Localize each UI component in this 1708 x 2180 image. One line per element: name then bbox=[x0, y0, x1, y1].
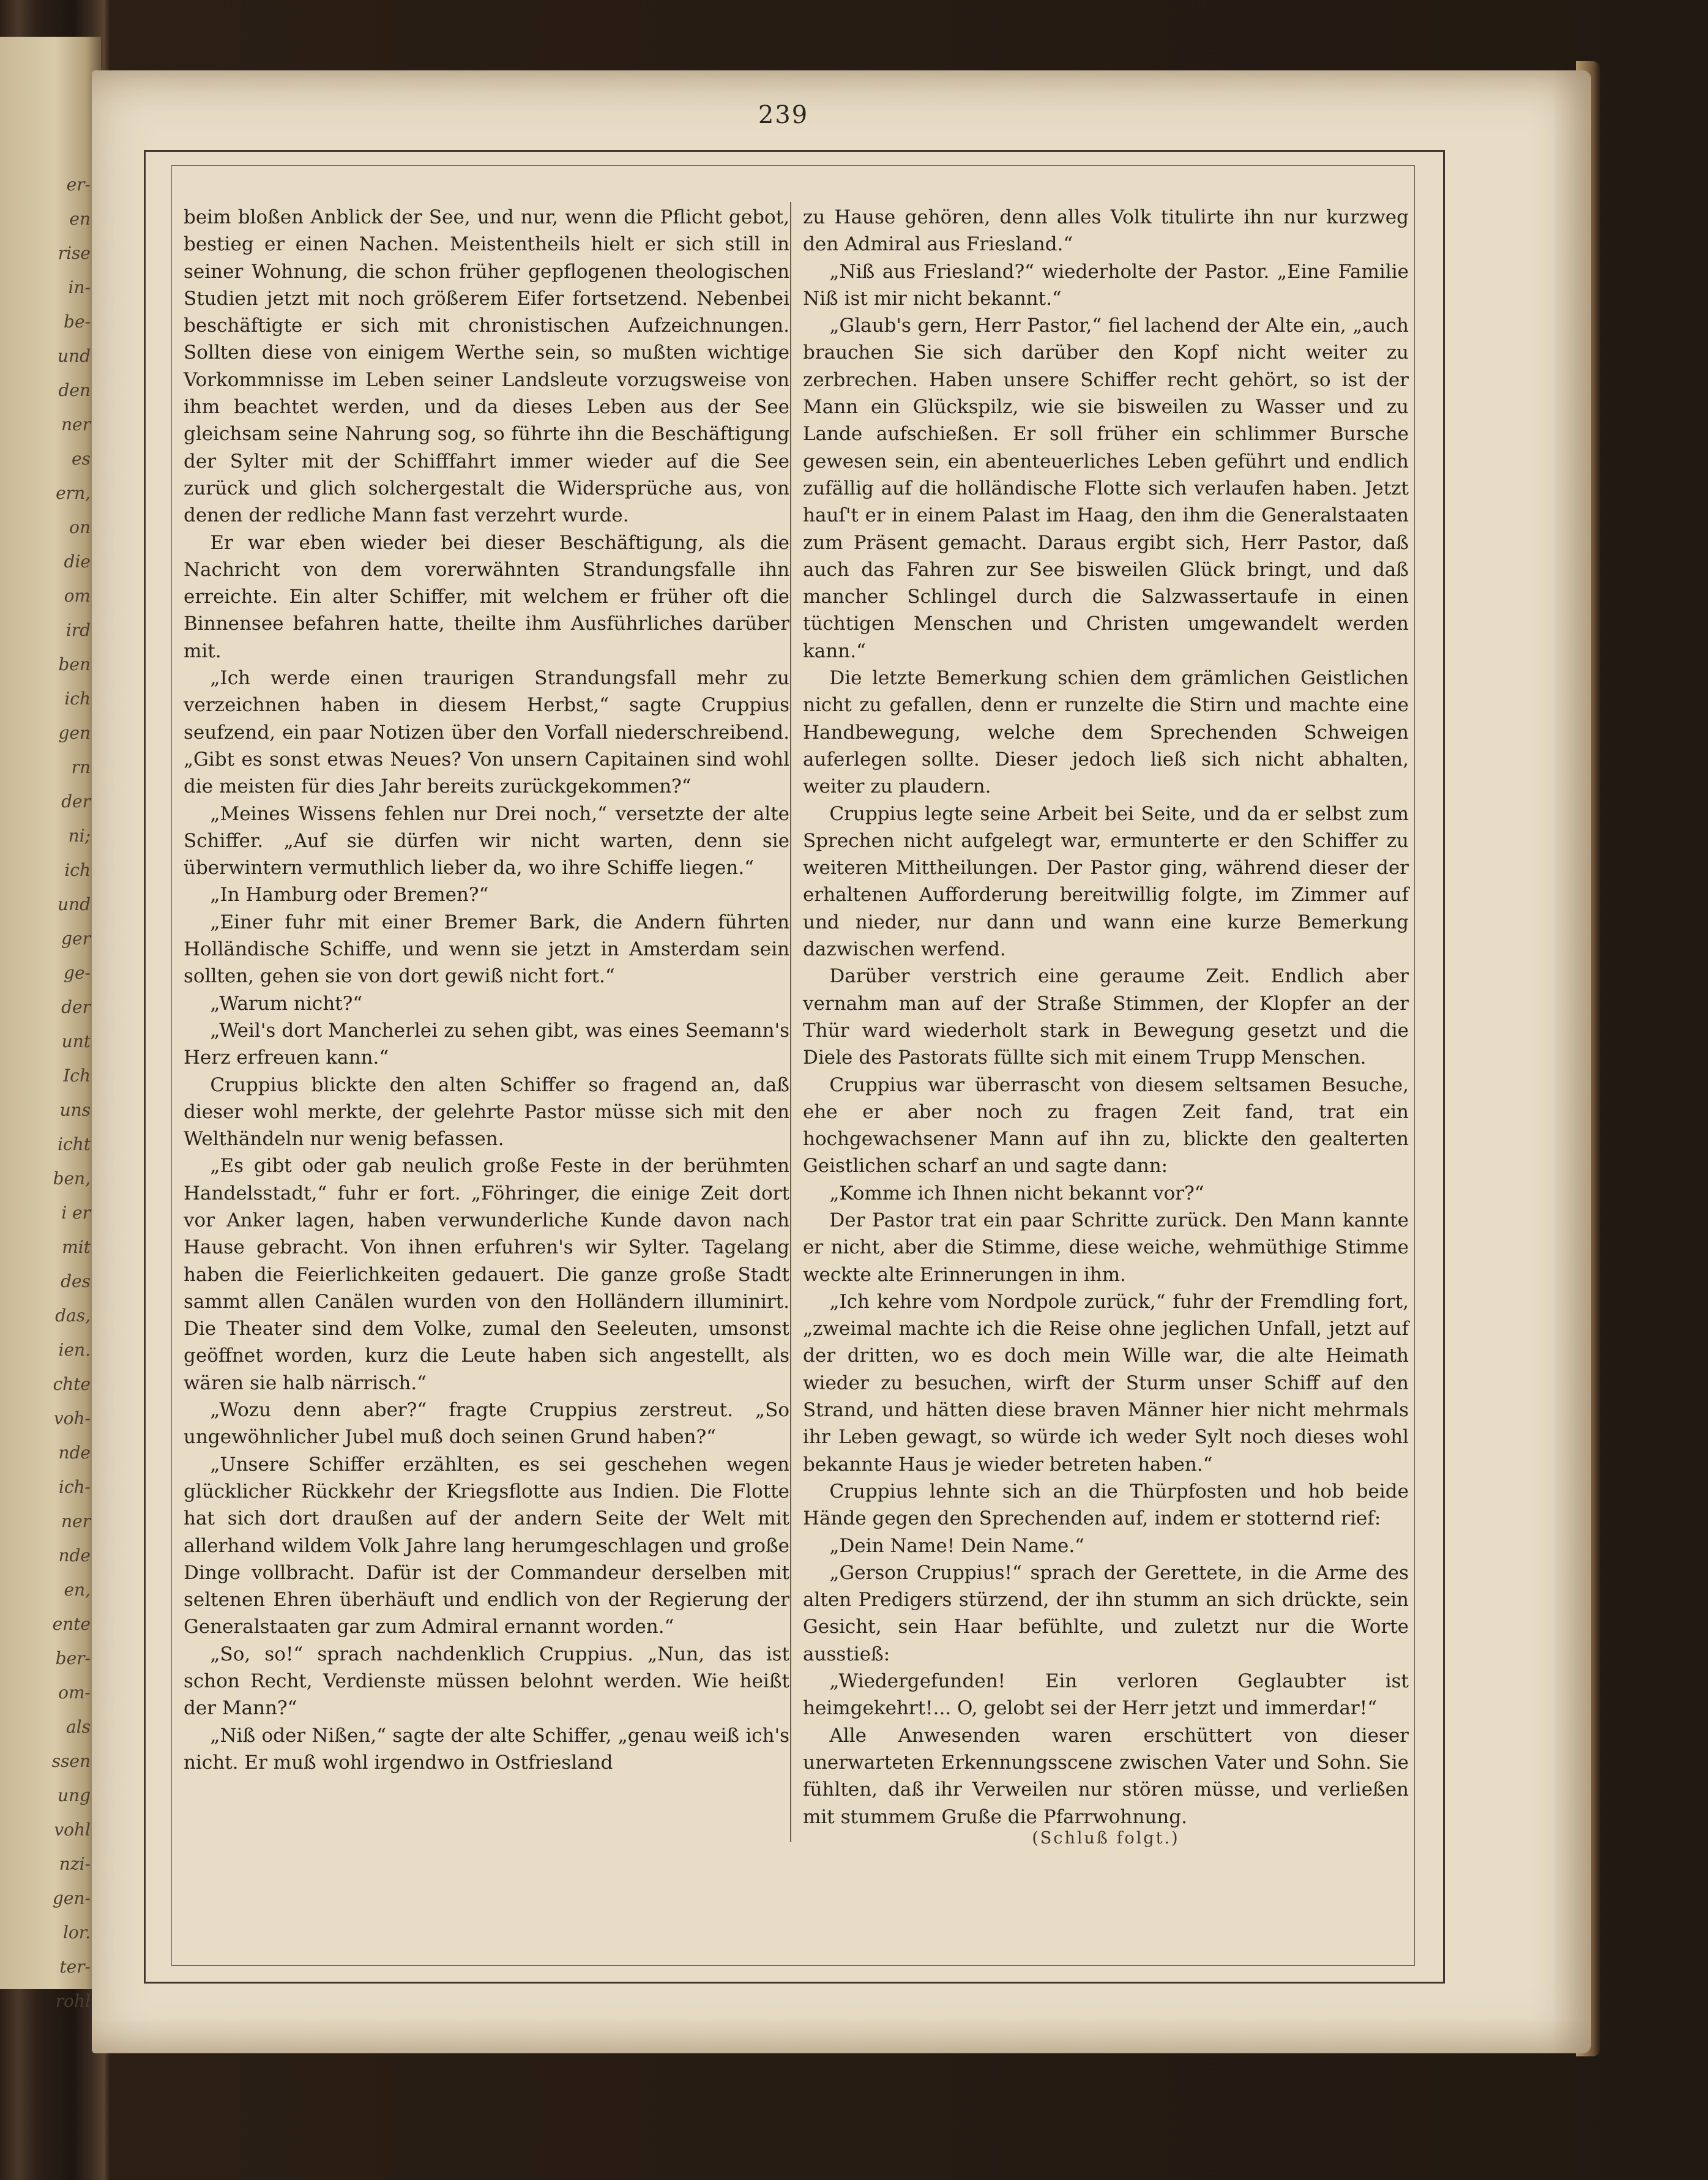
left-page-text-fragment: vohl bbox=[54, 1820, 91, 1840]
left-page-text-fragment: rohl bbox=[55, 1991, 91, 2011]
paragraph: „Wozu denn aber?“ fragte Cruppius zerstreut. „So ungewöhnlicher Jubel muß doch seinen Grund haben?“ bbox=[184, 1399, 789, 1449]
left-page-text-fragment: gen bbox=[58, 723, 91, 743]
left-page-text-fragment: ird bbox=[65, 620, 91, 640]
left-page-text-fragment: voh- bbox=[53, 1408, 91, 1428]
paragraph: „Weil's dort Mancherlei zu sehen gibt, was eines Seemann's Herz erfreuen kann.“ bbox=[184, 1019, 789, 1069]
left-page-text-fragment: ich- bbox=[58, 1477, 91, 1497]
paragraph: „Wiedergefunden! Ein verloren Geglaubter ist heimgekehrt!... O, gelobt sei der Herr jetzt und immerdar!“ bbox=[803, 1670, 1409, 1720]
paragraph: „Meines Wissens fehlen nur Drei noch,“ versetzte der alte Schiffer. „Auf sie dürfen wir nicht warten, denn sie überwintern vermuthlich lieber da, wo ihre Schiffe liegen.“ bbox=[184, 802, 789, 879]
left-page-text-fragment: uns bbox=[59, 1100, 91, 1120]
left-page-text-fragment: ni; bbox=[68, 826, 91, 846]
left-page-text-fragment: die bbox=[64, 551, 91, 572]
left-page-text-fragment: on bbox=[69, 517, 91, 537]
left-page-text-fragment: om- bbox=[58, 1682, 91, 1703]
left-page-text-fragment: ung bbox=[58, 1785, 91, 1805]
left-page-text-fragment: er- bbox=[66, 174, 91, 195]
paragraph: Cruppius war überrascht von diesem seltsamen Besuche, ehe er aber noch zu fragen Zeit fand, trat ein hochgewachsener Mann auf ihn zu, blickte den gealterten Geistlichen scharf an und sagte dann: bbox=[803, 1073, 1409, 1178]
paragraph: Die letzte Bemerkung schien dem grämlichen Geistlichen nicht zu gefallen, denn er runzelte die Stirn und machte eine Handbewegung, welche dem Sprechenden Schweigen auferlegen sollte. Dieser jedoch ließ sich nicht abhalten, weiter zu plaudern. bbox=[803, 667, 1409, 798]
left-page-text-fragment: mit bbox=[62, 1237, 91, 1257]
left-page-text-fragment: ich bbox=[64, 689, 91, 709]
paragraph: „Unsere Schiffer erzählten, es sei geschehen wegen glücklicher Rückkehr der Kriegsflotte aus Indien. Die Flotte hat sich dort draußen auf der andern Seite der Welt mit allerhand wildem Volk Jahre lang herumgeschlagen und große Dinge vollbracht. Dafür ist der Commandeur derselben mit seltenen Ehren überhäuft und endlich von der Regierung der Generalstaaten gar zum Admiral ernannt worden.“ bbox=[184, 1453, 789, 1638]
paragraph: Alle Anwesenden waren erschüttert von dieser unerwarteten Erkennungsscene zwischen Vater und Sohn. Sie fühlten, daß ihr Verweilen nur stören müsse, und verließen mit stummem Gruße die Pfarrwohnung. bbox=[803, 1724, 1409, 1828]
left-page-text-fragment: des bbox=[61, 1271, 91, 1291]
left-page-text-fragment: unt bbox=[61, 1031, 91, 1051]
left-page-text-fragment: ger bbox=[61, 928, 91, 949]
paragraph: „Niß oder Nißen,“ sagte der alte Schiffer, „genau weiß ich's nicht. Er muß wohl irgendwo in Ostfriesland bbox=[184, 1724, 789, 1774]
left-page-text-fragment: den bbox=[58, 380, 91, 400]
paragraph: „In Hamburg oder Bremen?“ bbox=[210, 884, 489, 906]
left-page-text-fragment: und bbox=[58, 346, 91, 366]
left-page-text-fragment: ter- bbox=[59, 1957, 91, 1977]
paragraph: Cruppius blickte den alten Schiffer so fragend an, daß dieser wohl merkte, der gelehrte Pastor müsse sich mit den Welthändeln nur wenig befassen. bbox=[184, 1073, 789, 1151]
left-page-text-fragment: be- bbox=[64, 312, 91, 332]
paragraph: „Einer fuhr mit einer Bremer Bark, die Andern führten Holländische Schiffe, und wenn sie jetzt in Amsterdam sein sollten, gehen sie von dort gewiß nicht fort.“ bbox=[184, 911, 789, 988]
left-page-text-fragment: und bbox=[58, 894, 91, 914]
paragraph: Cruppius legte seine Arbeit bei Seite, und da er selbst zum Sprechen nicht aufgelegt war, ermunterte er den Schiffer zu weiteren Mittheilungen. Der Pastor ging, während dieser der erhaltenen Aufforderung bereitwillig folgte, im Zimmer auf und nieder, nur dann und wann eine kurze Bemerkung dazwischen werfend. bbox=[803, 802, 1409, 961]
left-page-text-fragment: ern, bbox=[56, 483, 91, 503]
paragraph: „Niß aus Friesland?“ wiederholte der Pastor. „Eine Familie Niß ist mir nicht bekannt.“ bbox=[803, 260, 1409, 310]
text-column-right bbox=[803, 204, 1409, 1831]
left-page-text-fragment: rise bbox=[58, 243, 91, 263]
paragraph: Darüber verstrich eine geraume Zeit. Endlich aber vernahm man auf der Straße Stimmen, der Klopfer an der Thür ward wiederholt stark in Bewegung gesetzt und die Diele des Pastorats füllte sich mit einem Trupp Menschen. bbox=[803, 965, 1409, 1069]
paragraph: „Ich kehre vom Nordpole zurück,“ fuhr der Fremdling fort, „zweimal machte ich die Reise ohne jeglichen Unfall, jetzt auf der dritten, wo es doch mein Wille war, die alte Heimath wieder zu besuchen, wirft der Sturm unser Schiff auf den Strand, und hätten diese braven Männer hier nicht mehrmals ihr Leben gewagt, so würde ich weder Sylt noch dieses wohl bekannte Haus je wieder betreten haben.“ bbox=[803, 1290, 1409, 1476]
paragraph: Er war eben wieder bei dieser Beschäftigung, als die Nachricht von dem vorerwähnten Strandungsfalle ihn erreichte. Ein alter Schiffer, mit welchem er früher oft die Binnensee befahren hatte, theilte ihm Ausführliches darüber mit. bbox=[184, 531, 789, 662]
paragraph: „Dein Name! Dein Name.“ bbox=[829, 1534, 1085, 1557]
left-page-text-fragment: nde bbox=[58, 1545, 91, 1566]
paragraph: „Glaub's gern, Herr Pastor,“ fiel lachend der Alte ein, „auch brauchen Sie sich darüber den Kopf nicht weiter zu zerbrechen. Haben unsere Schiffer recht gehört, so ist der Mann ein Glückspilz, wie sie bisweilen zu Wasser und zu Lande aufschießen. Er soll früher ein schlimmer Bursche gewesen sein, ein abenteuerliches Leben geführt und endlich zufällig auf die holländische Flotte sich verlaufen haben. Jetzt hauſ't er in einem Palast im Haag, den ihm die Generalstaaten zum Präsent gemacht. Daraus ergibt sich, Herr Pastor, daß auch das Fahren zur See bisweilen Glück bringt, und daß mancher Schlingel durch die Salzwassertaufe in einen tüchtigen Menschen und Christen umgewandelt werden kann.“ bbox=[803, 315, 1409, 662]
paragraph: „Komme ich Ihnen nicht bekannt vor?“ bbox=[829, 1182, 1204, 1204]
left-page-text-fragment: rn bbox=[71, 757, 91, 777]
left-page-text-fragment: ich bbox=[64, 860, 91, 880]
paragraph: Cruppius lehnte sich an die Thürpfosten und hob beide Hände gegen den Sprechenden auf, indem er stotternd rief: bbox=[803, 1480, 1409, 1530]
left-page-text-fragment: lor. bbox=[62, 1922, 91, 1943]
paragraph: „Es gibt oder gab neulich große Feste in der berühmten Handelsstadt,“ fuhr er fort. „Föhringer, die einige Zeit dort vor Anker lagen, haben verwunderliche Kunde davon nach Hause gebracht. Von ihnen erfuhren's wir Sylter. Tagelang haben die Feierlichkeiten gedauert. Die ganze große Stadt sammt allen Canälen wurden von den Holländern illuminirt. Die Theater sind dem Volke, zumal den Seeleuten, umsonst geöffnet worden, kurz die Leute haben sich angestellt, als wären sie halb närrisch.“ bbox=[184, 1155, 789, 1394]
paragraph: zu Hause gehören, denn alles Volk titulirte ihn nur kurzweg den Admiral aus Friesland.“ bbox=[803, 206, 1409, 256]
text-column-left bbox=[184, 204, 789, 1776]
left-page-text-fragment: Ich bbox=[63, 1066, 91, 1086]
left-page-text-fragment: chte bbox=[53, 1374, 91, 1394]
paragraph: Der Pastor trat ein paar Schritte zurück. Den Mann kannte er nicht, aber die Stimme, diese weiche, wehmüthige Stimme weckte alte Erinnerungen in ihm. bbox=[803, 1209, 1409, 1286]
left-page-text-fragment: ge- bbox=[64, 963, 91, 983]
left-page-text-fragment: ben, bbox=[53, 1168, 91, 1189]
left-page-text-fragment: i er bbox=[61, 1203, 91, 1223]
paragraph: „Ich werde einen traurigen Strandungsfall mehr zu verzeichnen haben in diesem Herbst,“ sagte Cruppius seufzend, ein paar Notizen über den Vorfall niederschreibend. „Gibt es sonst etwas Neues? Von unsern Capitainen sind wohl die meisten für dies Jahr bereits zurückgekommen?“ bbox=[184, 667, 789, 798]
left-page-text-fragment: ente bbox=[52, 1614, 91, 1634]
left-page-text-fragment: icht bbox=[58, 1134, 91, 1154]
left-page-text-fragment: en, bbox=[64, 1580, 91, 1600]
left-page-text-fragment: ber- bbox=[55, 1648, 91, 1668]
column-divider bbox=[790, 202, 791, 1842]
left-page-text-fragment: in- bbox=[68, 277, 91, 297]
paragraph: „Gerson Cruppius!“ sprach der Gerettete, in die Arme des alten Predigers stürzend, der ihn stumm an sich drückte, sein Gesicht, sein Haar befühlte, und zuletzt nur die Worte ausstieß: bbox=[803, 1561, 1409, 1665]
left-page-text-fragment: en bbox=[69, 209, 91, 229]
left-page-text-fragment: ner bbox=[61, 414, 91, 435]
left-page-text-fragment: ner bbox=[61, 1511, 91, 1531]
left-page-text-fragment: der bbox=[61, 997, 91, 1017]
left-page-text-fragment: ien. bbox=[58, 1340, 91, 1360]
left-page-text-fragment: als bbox=[65, 1717, 91, 1737]
left-page-text-fragment: gen- bbox=[53, 1888, 91, 1908]
page-number: 239 bbox=[758, 101, 809, 129]
left-page-text-fragment: ben bbox=[58, 654, 91, 674]
paragraph: „So, so!“ sprach nachdenklich Cruppius. „Nun, das ist schon Recht, Verdienste müssen belohnt werden. Wie heißt der Mann?“ bbox=[184, 1643, 789, 1720]
left-page-text-fragment: der bbox=[61, 791, 91, 812]
left-page-text-fragment: das, bbox=[55, 1305, 91, 1326]
paragraph: beim bloßen Anblick der See, und nur, wenn die Pflicht gebot, bestieg er einen Nachen. Meistentheils hielt er sich still in seiner Wohnung, die schon früher gepflogenen theologischen Studien jetzt mit noch größerem Eifer fortsetzend. Nebenbei beschäftigte er sich mit chronistischen Aufzeichnungen. Sollten diese von einigem Werthe sein, so mußten wichtige Vorkommnisse im Leben seiner Landsleute vorzugsweise von ihm beachtet werden, und da dieses Leben aus der See gleichsam seine Nahrung sog, so führte ihn die Beschäftigung der Sylter mit der Schifffahrt immer wieder auf die See zurück und glich solchergestalt die Widersprüche aus, von denen der redliche Mann fast verzehrt wurde. bbox=[184, 206, 789, 527]
left-page-text-fragment: om bbox=[64, 586, 91, 606]
to-be-continued-note: (Schluß folgt.) bbox=[1032, 1829, 1180, 1848]
left-page-text-fragment: ssen bbox=[51, 1751, 91, 1771]
left-page-text-fragment: es bbox=[72, 449, 91, 469]
paragraph: „Warum nicht?“ bbox=[210, 992, 363, 1015]
left-page-text-fragment: nzi- bbox=[59, 1854, 91, 1874]
left-page-edge bbox=[0, 37, 101, 2011]
left-page-text-fragment: nde bbox=[58, 1443, 91, 1463]
